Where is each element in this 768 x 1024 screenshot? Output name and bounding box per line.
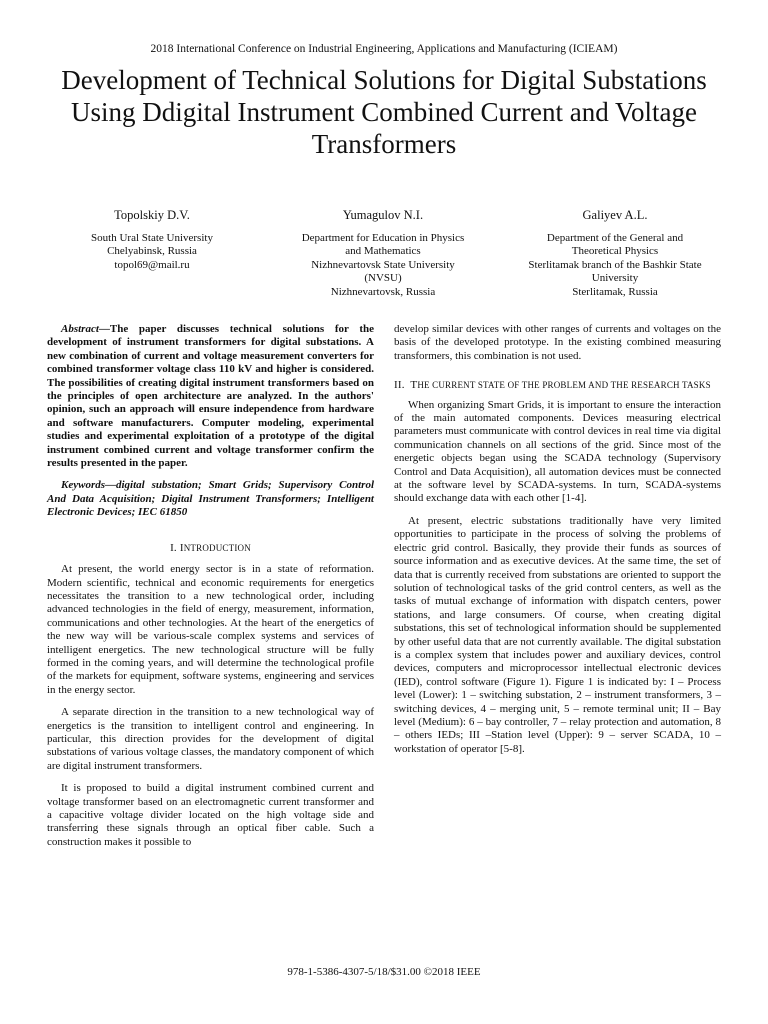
intro-paragraph-2: A separate direction in the transition to a new technological way of energetics is the transition to intelligent control and engineering. In particular, this direction provides for the development of digital substations of various voltage classes, the mandatory component of which are digital instrument transformers.: [47, 706, 374, 772]
section-first-letter: T: [410, 379, 418, 392]
section-number: II.: [394, 379, 405, 392]
abstract: [47, 323, 374, 470]
author-name: Yumagulov N.I.: [342, 208, 424, 222]
section-first-letter: I: [179, 541, 184, 554]
author-name: Topolskiy D.V.: [114, 208, 190, 222]
intro-paragraph-3: It is proposed to build a digital instrument combined current and voltage transformer based on an electromagnetic current transformer and a capacitive voltage divider located on the high voltage side and transferring these signals through an optical fiber cable. Such a construction makes it possible to: [47, 782, 374, 848]
abstract-label: Abstract: [61, 323, 99, 335]
intro-paragraph-continuation: develop similar devices with other ranges of currents and voltages on the basis of the developed prototype. In the existing combined measuring transformers, this combination is not used.: [394, 323, 721, 362]
author-affiliation-line: Chelyabinsk, Russia: [107, 245, 197, 258]
section-heading-current-state: [394, 379, 721, 392]
keywords-text: —digital substation; Smart Grids; Supervisory Control And Data Acquisition; Digital Instrument Transformers; Intelligent Electronic Devices; IEC 61850: [47, 479, 374, 519]
section-title-rest: NTRODUCTION: [183, 542, 251, 553]
author-affiliation-line: (NVSU): [364, 272, 402, 285]
right-column: [394, 323, 721, 765]
author-affiliation-line: Nizhnevartovsk State University: [311, 258, 455, 271]
author-affiliation-line: Sterlitamak, Russia: [572, 285, 658, 298]
author-affiliation-line: Sterlitamak branch of the Bashkir State: [528, 258, 702, 271]
keywords: [47, 479, 374, 519]
author-affiliation-line: Nizhnevartovsk, Russia: [330, 285, 436, 298]
author-name: Galiyev A.L.: [582, 208, 648, 222]
author-affiliation-line: University: [591, 272, 639, 285]
section-heading-introduction: [47, 542, 374, 555]
keywords-label: Keywords: [61, 479, 105, 492]
author-affiliation-line: Department of the General and: [546, 231, 684, 244]
section-number: I.: [170, 541, 177, 554]
section2-paragraph-2: At present, electric substations traditionally have very limited opportunities to participate in the process of solving the problems of electric grid control. Basically, they provide their funds as sources of source information and as executive devices. At the same time, the set of data that is currently received from substations are oriented to support the solution of technological tasks of the grid control centers, as well as the tasks of mutual exchange of information with dispatch centers, power stations, and large consumers. Of course, when creating digital substations, this set of technological information should be supplemented by other useful data that are not currently available. The digital substation is a complex system that includes power and auxiliary devices, control devices, computers and microprocessor intellectual electronic devices (IED), control software (Figure 1). Figure 1 is indicated by: I – Process level (Lower): 1 – switching substation, 2 – instrument transformers, 3 – switching devices, 4 – merging unit, 5 – remote terminal unit; II – Bay level (Medium): 6 – bay controller, 7 – relay protection and automation, 8 – others IEDs; III –Station level (Upper): 9 – server SCADA, 10 – workstation of operator [5-8].: [394, 514, 721, 755]
author-block-3: [505, 209, 725, 300]
author-email: topol69@mail.ru: [114, 258, 190, 271]
author-affiliation-line: and Mathematics: [345, 245, 421, 258]
author-affiliation-line: Department for Education in Physics: [301, 231, 465, 244]
copyright-footer: 978-1-5386-4307-5/18/$31.00 ©2018 IEEE: [287, 966, 481, 978]
author-affiliation-line: Theoretical Physics: [571, 245, 659, 258]
author-block-2: [283, 209, 483, 300]
author-affiliation-line: South Ural State University: [91, 231, 213, 244]
section2-paragraph-1: When organizing Smart Grids, it is important to ensure the interaction of the main automated components. Devices measuring electrical parameters must communicate with control devices in real time via digital communication channels on all sections of the grid. Since most of the energetic objects began using the SCADA technology (Supervisory Control and Data Acquisition), all automation devices must be connected at the software level by SCADA-systems. In turn, SCADA-systems should exchange data with each other [1-4].: [394, 398, 721, 505]
left-column: [47, 323, 374, 858]
section-title-rest: HE CURRENT STATE OF THE PROBLEM AND THE RESEARCH TASKS: [417, 380, 711, 391]
author-block-1: [77, 209, 227, 272]
intro-paragraph-1: At present, the world energy sector is in a state of reformation. Modern scientific, technical and economic requirements for energetics necessitates the transition to a new technological order, including advanced technologies in the field of energy, measurement, information, communications and other technologies. At the heart of the energetics of the new way will be various-scale complex systems and services of intelligent energetics. The new technological structure will be fully formed in the coming years, and will determine the technological profile of the markets for equipment, software systems, engineering and services in the energy sector.: [47, 563, 374, 696]
conference-header: 2018 International Conference on Industrial Engineering, Applications and Manufacturing (ICIEAM): [150, 43, 618, 55]
paper-title: Development of Technical Solutions for Digital Substations Using Ddigital Instrument Combined Current and Voltage Transformers: [61, 65, 707, 159]
abstract-text: —The paper discusses technical solutions for the development of instrument transformers for digital substations. A new combination of current and voltage measurement converters for combined transformer voltage class 110 kV and higher is considered. The possibilities of creating digital instrument transformers based on the principles of open architecture are analyzed. In the authors' opinion, such an approach will ensure independence from hardware and software manufacturers. Computer modeling, experimental studies and experimental exploitation of a prototype of the digital instrument combined current and voltage transformer confirm the results presented in the paper.: [47, 323, 374, 470]
